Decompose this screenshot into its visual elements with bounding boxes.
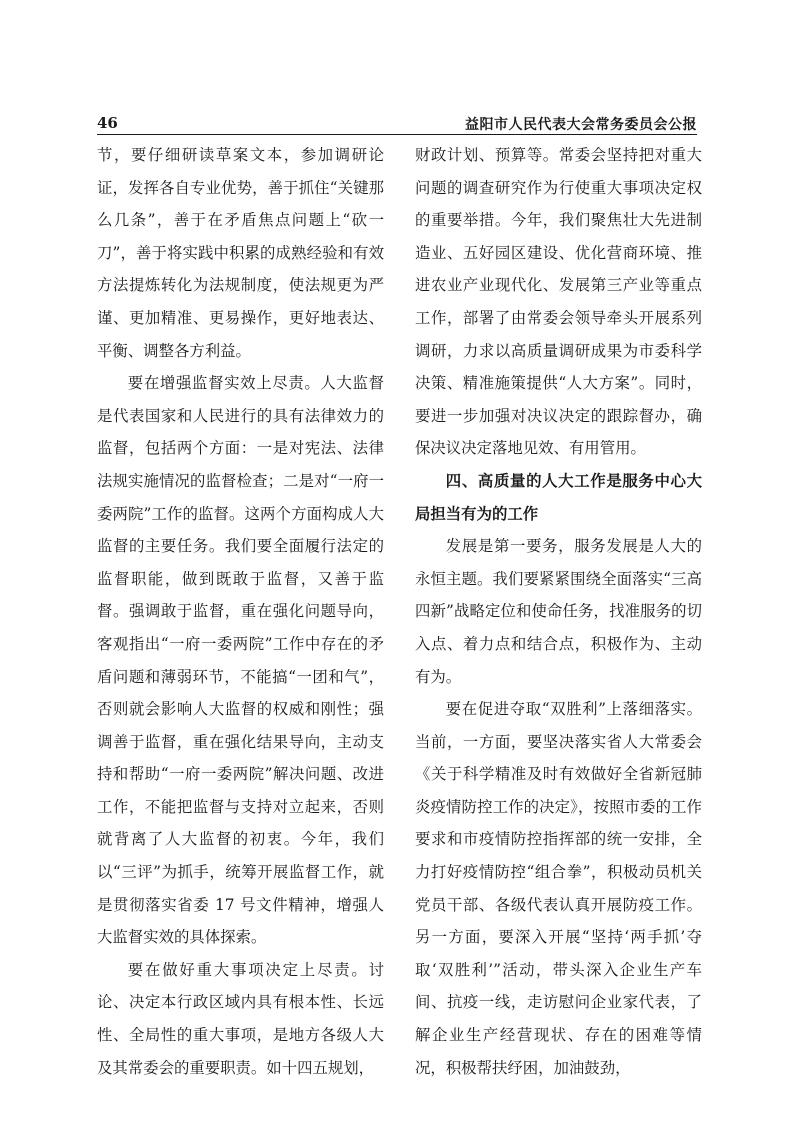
left-column xyxy=(97,139,384,1084)
right-paragraph-3: 要在促进夺取“双胜利”上落细落实。当前，一方面，要坚决落实省人大常委会《关于科学精准及时有效做好全省新冠肺炎疫情防控工作的决定》，按照市委的工作要求和市疫情防控指挥部的统一安排，全力打好疫情防控“组合拳”，积极动员机关党员干部、各级代表认真开展防疫工作。另一方面，要深入开展“坚持‘两手抓’夺取‘双胜利’”活动，带头深入企业生产车间、抗疫一线，走访慰问企业家代表，了解企业生产经营现状、存在的困难等情况，积极帮扶纾困，加油鼓劲， xyxy=(415,700,702,1077)
left-paragraph-3: 要在做好重大事项决定上尽责。讨论、决定本行政区域内具有根本性、长远性、全局性的重大事项，是地方各级人大及其常委会的重要职责。如十四五规划， xyxy=(97,960,384,1077)
page-header xyxy=(97,110,697,136)
right-column xyxy=(415,139,702,1084)
page-number: 46 xyxy=(97,114,118,132)
section-heading: 四、高质量的人大工作是服务中心大局担当有为的工作 xyxy=(415,471,702,523)
left-paragraph-2: 要在增强监督实效上尽责。人大监督是代表国家和人民进行的具有法律效力的监督，包括两个方面：一是对宪法、法律法规实施情况的监督检查；二是对“一府一委两院”工作的监督。这两个方面构成人大监督的主要任务。我们要全面履行法定的监督职能，做到既敢于监督，又善于监督。强调敢于监督，重在强化问题导向，客观指出“一府一委两院”工作中存在的矛盾问题和薄弱环节，不能搞“一团和气”，否则就会影响人大监督的权威和刚性；强调善于监督，重在强化结果导向，主动支持和帮助“一府一委两院”解决问题、改进工作，不能把监督与支持对立起来，否则就背离了人大监督的初衷。今年，我们以“三评”为抓手，统筹开展监督工作，就是贯彻落实省委 17 号文件精神，增强人大监督实效的具体探索。 xyxy=(97,374,384,947)
header-rule xyxy=(97,134,697,135)
right-paragraph-2: 发展是第一要务，服务发展是人大的永恒主题。我们要紧紧围绕全面落实“三高四新”战略定位和使命任务，找准服务的切入点、着力点和结合点，积极作为、主动有为。 xyxy=(415,537,702,686)
journal-title: 益阳市人民代表大会常务委员会公报 xyxy=(465,117,697,133)
left-paragraph-1: 节，要仔细研读草案文本，参加调研论证，发挥各自专业优势，善于抓住“关键那么几条”，善于在矛盾焦点问题上“砍一刀”，善于将实践中积累的成熟经验和有效方法提炼转化为法规制度，使法规更为严谨、更加精准、更易操作，更好地表达、平衡、调整各方利益。 xyxy=(97,146,384,360)
right-paragraph-1: 财政计划、预算等。常委会坚持把对重大问题的调查研究作为行使重大事项决定权的重要举措。今年，我们聚焦壮大先进制造业、五好园区建设、优化营商环境、推进农业产业现代化、发展第三产业等重点工作，部署了由常委会领导牵头开展系列调研，力求以高质量调研成果为市委科学决策、精准施策提供“人大方案”。同时，要进一步加强对决议决定的跟踪督办，确保决议决定落地见效、有用管用。 xyxy=(415,146,702,458)
